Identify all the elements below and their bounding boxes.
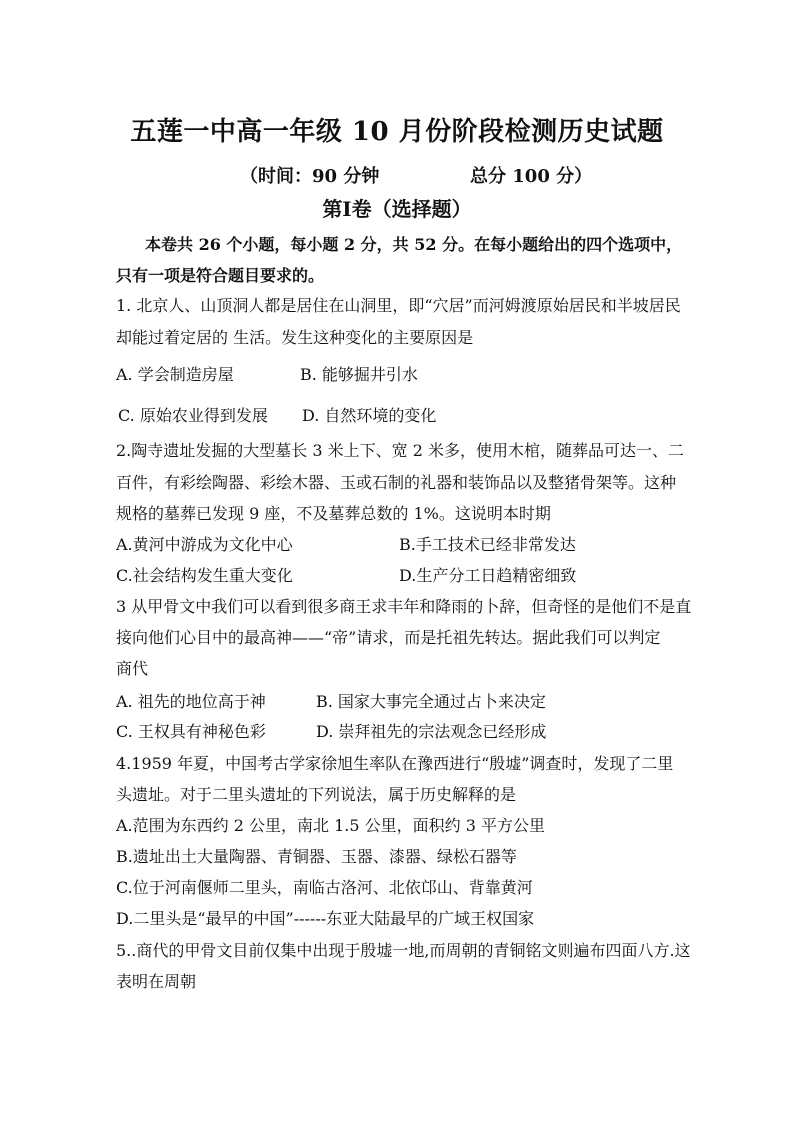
question-2-option-c: C.社会结构发生重大变化	[116, 566, 293, 585]
question-1-stem-line-1: 1. 北京人、山顶洞人都是居住在山洞里，即“穴居”而河姆渡原始居民和半坡居民	[116, 296, 681, 315]
time-limit: （时间：90 分钟	[240, 166, 380, 187]
question-1-option-d: D. 自然环境的变化	[302, 406, 437, 425]
question-5-stem-line-2: 表明在周朝	[116, 972, 197, 991]
question-3-option-a: A. 祖先的地位高于神	[116, 692, 266, 711]
question-2-stem-line-1: 2.陶寺遗址发掘的大型墓长 3 米上下、宽 2 米多，使用木棺，随葬品可达一、二	[116, 441, 684, 460]
question-4-option-b: B.遗址出土大量陶器、青铜器、玉器、漆器、绿松石器等	[116, 847, 517, 866]
question-1-option-c: C. 原始农业得到发展	[118, 406, 268, 425]
question-3-stem-line-3: 商代	[116, 659, 149, 678]
question-3-option-c: C. 王权具有神秘色彩	[116, 722, 266, 741]
question-3-option-d: D. 崇拜祖先的宗法观念已经形成	[316, 722, 547, 741]
question-4-option-d: D.二里头是“最早的中国”------东亚大陆最早的广域王权国家	[116, 909, 535, 928]
question-2-stem-line-2: 百件，有彩绘陶器、彩绘木器、玉或石制的礼器和装饰品以及整猪骨架等。这种	[116, 473, 677, 492]
instructions-line-1: 本卷共 26 个小题，每小题 2 分，共 52 分。在每小题给出的四个选项中，	[145, 235, 683, 254]
question-3-stem-line-1: 3 从甲骨文中我们可以看到很多商王求丰年和降雨的卜辞，但奇怪的是他们不是直	[116, 597, 692, 616]
question-1-option-a: A. 学会制造房屋	[116, 365, 234, 384]
question-4-option-c: C.位于河南偃师二里头，南临古洛河、北依邙山、背靠黄河	[116, 878, 533, 897]
section-title: 第Ⅰ卷（选择题）	[322, 197, 472, 221]
instructions-line-2: 只有一项是符合题目要求的。	[116, 266, 325, 285]
question-4-stem-line-1: 4.1959 年夏，中国考古学家徐旭生率队在豫西进行“殷墟”调查时，发现了二里	[116, 754, 674, 773]
question-4-stem-line-2: 头遗址。对于二里头遗址的下列说法，属于历史解释的是	[116, 785, 517, 804]
total-score: 总分 100 分）	[470, 166, 593, 187]
question-4-option-a: A.范围为东西约 2 公里，南北 1.5 公里，面积约 3 平方公里	[116, 816, 545, 835]
question-3-stem-line-2: 接向他们心目中的最高神——“帝”请求，而是托祖先转达。据此我们可以判定	[116, 628, 661, 647]
question-2-option-d: D.生产分工日趋精密细致	[399, 566, 577, 585]
question-5-stem-line-1: 5..商代的甲骨文目前仅集中出现于殷墟一地,而周朝的青铜铭文则遍布四面八方.这	[116, 941, 691, 960]
question-1-stem-line-2: 却能过着定居的 生活。发生这种变化的主要原因是	[116, 328, 474, 347]
question-2-option-b: B.手工技术已经非常发达	[399, 535, 576, 554]
question-1-option-b: B. 能够掘井引水	[300, 365, 418, 384]
exam-title: 五莲一中高一年级 10 月份阶段检测历史试题	[130, 117, 664, 147]
question-2-option-a: A.黄河中游成为文化中心	[116, 535, 293, 554]
question-3-option-b: B. 国家大事完全通过占卜来决定	[316, 692, 546, 711]
question-2-stem-line-3: 规格的墓葬已发现 9 座，不及墓葬总数的 1%。这说明本时期	[116, 504, 551, 523]
